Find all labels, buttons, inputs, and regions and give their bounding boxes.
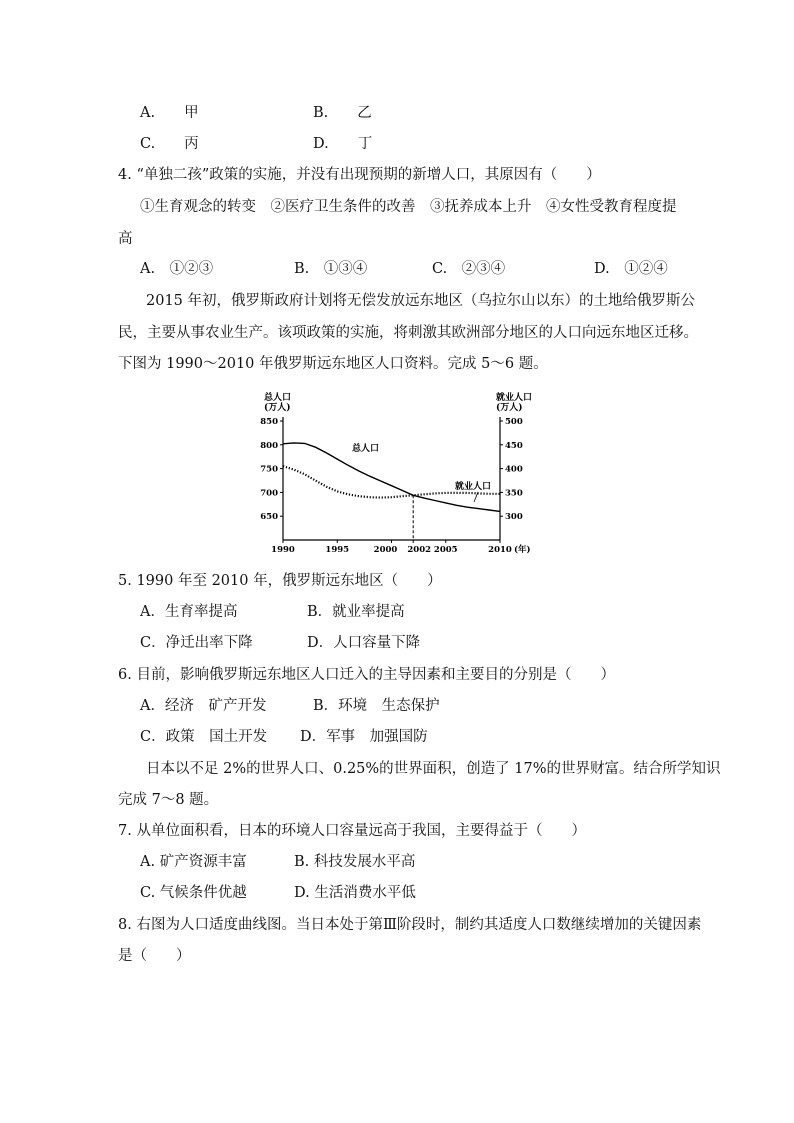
passage2-line2: 完成 7～8 题。	[118, 792, 219, 808]
q3-option-c: C. 丙	[140, 136, 199, 152]
left-tick-label: 650	[260, 512, 278, 523]
q7-option-b: B. 科技发展水平高	[294, 854, 416, 870]
q7-option-d: D. 生活消费水平低	[294, 885, 416, 901]
q4-items-line2: 高	[118, 231, 133, 247]
q7-option-a: A. 矿产资源丰富	[140, 854, 247, 870]
q6-stem: 6. 目前，影响俄罗斯远东地区人口迁入的主导因素和主要目的分别是（ ）	[118, 667, 615, 683]
right-axis-title: (万人)	[496, 403, 523, 413]
q6-option-c: C．政策 国土开发	[140, 729, 268, 745]
left-tick-label: 800	[260, 440, 278, 451]
q5-stem: 5. 1990 年至 2010 年，俄罗斯远东地区（ ）	[118, 573, 442, 589]
q7-stem: 7. 从单位面积看，日本的环境人口容量远高于我国，主要得益于（ ）	[118, 823, 586, 839]
q4-option-d: D. ①②④	[594, 261, 668, 277]
x-tick-label: 1990	[271, 545, 295, 555]
right-tick-label: 300	[505, 512, 523, 523]
q5-option-c: C．净迁出率下降	[140, 635, 253, 651]
left-axis-title: (万人)	[264, 403, 291, 413]
series-line-1	[283, 443, 500, 512]
q6-option-d: D．军事 加强国防	[300, 729, 428, 745]
left-axis-title: 总人口	[264, 393, 292, 403]
series-label-total: 总人口	[352, 444, 380, 454]
q8-stem-line2: 是（ ）	[118, 948, 191, 964]
population-chart	[250, 388, 560, 556]
q3-option-d: D. 丁	[313, 136, 373, 152]
x-tick-label: 2010	[488, 545, 512, 555]
q4-option-c: C. ②③④	[432, 261, 506, 277]
q8-stem: 8. 右图为人口适度曲线图。当日本处于第Ⅲ阶段时，制约其适度人口数继续增加的关键因素	[118, 917, 702, 933]
left-tick-label: 750	[260, 464, 278, 475]
right-tick-label: 500	[505, 417, 523, 427]
left-tick-label: 850	[260, 417, 278, 427]
q7-option-c: C. 气候条件优越	[140, 885, 247, 901]
right-axis-title: 就业人口	[496, 393, 533, 403]
series-label-employment: 就业人口	[455, 482, 492, 492]
x-unit-label: (年)	[514, 545, 531, 555]
right-tick-label: 450	[505, 440, 523, 451]
q4-items-line1: ①生育观念的转变 ②医疗卫生条件的改善 ③抚养成本上升 ④女性受教育程度提	[140, 199, 677, 215]
x-tick-label: 2002	[407, 545, 432, 555]
q5-option-b: B．就业率提高	[307, 604, 405, 620]
q5-option-d: D．人口容量下降	[307, 635, 421, 651]
passage1-line3: 下图为 1990～2010 年俄罗斯远东地区人口资料。完成 5～6 题。	[118, 356, 548, 372]
q3-option-a: A. 甲	[140, 105, 199, 121]
x-tick-label: 2005	[433, 545, 458, 555]
q3-option-b: B. 乙	[313, 105, 372, 121]
passage1-line1: 2015 年初，俄罗斯政府计划将无偿发放远东地区（乌拉尔山以东）的土地给俄罗斯公	[146, 293, 696, 309]
q4-option-b: B. ①③④	[294, 261, 368, 277]
q6-option-a: A．经济 矿产开发	[140, 698, 267, 714]
right-tick-label: 350	[505, 488, 523, 499]
q4-option-a: A. ①②③	[140, 261, 214, 277]
q6-option-b: B．环境 生态保护	[313, 698, 440, 714]
passage1-line2: 民，主要从事农业生产。该项政策的实施，将刺激其欧洲部分地区的人口向远东地区迁移。	[118, 325, 698, 341]
right-tick-label: 400	[505, 464, 523, 475]
x-tick-label: 1995	[325, 545, 350, 555]
left-tick-label: 700	[260, 488, 278, 499]
q5-option-a: A．生育率提高	[140, 604, 238, 620]
passage2-line1: 日本以不足 2%的世界人口、0.25%的世界面积，创造了 17%的世界财富。结合所学知识	[146, 761, 721, 777]
q4-stem: 4. “单独二孩”政策的实施，并没有出现预期的新增人口，其原因有（ ）	[118, 167, 601, 183]
x-tick-label: 2000	[373, 545, 398, 555]
